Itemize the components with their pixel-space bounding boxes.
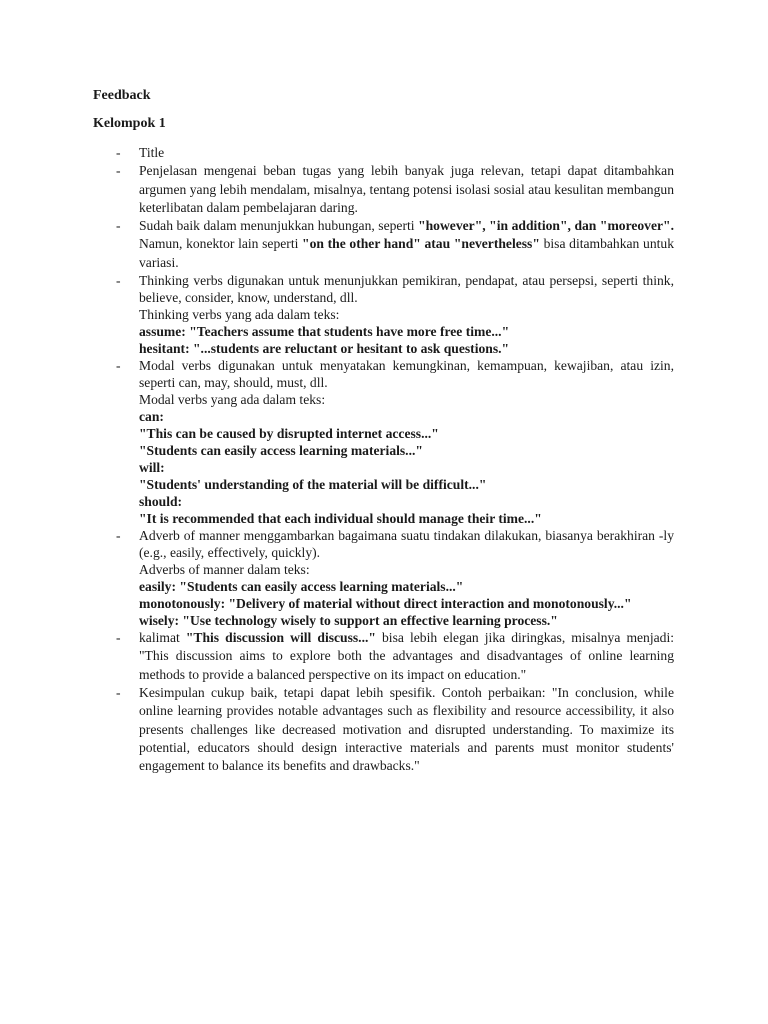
modal-should-label: should: <box>139 494 183 510</box>
thinking-example-1: assume: "Teachers assume that students have more free time..." <box>139 324 510 340</box>
adverbs-example-2: monotonously: "Delivery of material without direct interaction and monotonously..." <box>139 596 632 612</box>
sentence-text-c: bisa lebih elegan jika diringkas, misalnya menjadi: "This discussion aims to explore both the advantages and disadvantages of online learning methods to provide a balanced perspective on its impact on education." <box>139 630 675 682</box>
connectors-text-e: bisa ditambahkan untuk variasi. <box>139 236 674 270</box>
list-item-sentence <box>0 629 768 684</box>
modal-can-example-2: "Students can easily access learning materials..." <box>139 443 423 459</box>
connectors-text-d: "on the other hand" atau "nevertheless" <box>302 236 540 252</box>
adverbs-label: Adverbs of manner dalam teks: <box>139 562 310 578</box>
connectors-text-a: Sudah baik dalam menunjukkan hubungan, seperti <box>139 218 419 234</box>
list-item-adverbs <box>0 527 768 629</box>
modal-intro: - Modal verbs digunakan untuk menyatakan kemungkinan, kemampuan, kewajiban, atau izin, seperti can, may, should, must, dll. <box>139 358 674 391</box>
thinking-example-2: hesitant: "...students are reluctant or hesitant to ask questions." <box>139 341 510 357</box>
sentence-text-b: "This discussion will discuss..." <box>185 630 376 646</box>
list-item-conclusion <box>0 684 768 775</box>
modal-label: Modal verbs yang ada dalam teks: <box>139 392 326 408</box>
feedback-list <box>0 144 768 775</box>
modal-will-example: "Students' understanding of the material will be difficult..." <box>139 477 487 493</box>
list-item-title <box>0 144 768 162</box>
item-workload-text: Penjelasan mengenai beban tugas yang lebih banyak juga relevan, tetapi dapat ditambahkan argumen yang lebih mendalam, misalnya, tentang potensi isolasi sosial atau kesulitan membangun keterlibatan dalam pembelajaran daring. <box>139 163 674 215</box>
document-title: Feedback <box>93 88 151 103</box>
modal-should-example: "It is recommended that each individual should manage their time..." <box>139 511 542 527</box>
adverbs-intro: - Adverb of manner menggambarkan bagaimana suatu tindakan dilakukan, biasanya berakhiran -ly (e.g., easily, effectively, quickly). <box>139 528 674 561</box>
modal-can-example-1: "This can be caused by disrupted internet access..." <box>139 426 439 442</box>
connectors-text-b: "however", "in addition", dan "moreover". <box>418 218 674 234</box>
conclusion-text: Kesimpulan cukup baik, tetapi dapat lebih spesifik. Contoh perbaikan: "In conclusion, while online learning provides notable advantages such as flexibility and resource accessibility, it also presents challenges like decreased motivation and disrupted understanding. To maximize its potential, educators should design interactive materials and parents must monitor students' engagement to balance its benefits and drawbacks." <box>139 684 674 774</box>
list-item-thinking-verbs <box>0 272 768 357</box>
modal-can-label: can: <box>139 409 164 425</box>
sentence-text-a: kalimat <box>139 630 186 646</box>
thinking-intro: - Thinking verbs digunakan untuk menunjukkan pemikiran, pendapat, atau persepsi, seperti think, believe, consider, know, understand, dll. <box>139 273 674 306</box>
thinking-label: Thinking verbs yang ada dalam teks: <box>139 307 340 323</box>
item-title-text: Title <box>139 145 165 160</box>
adverbs-example-1: easily: "Students can easily access learning materials..." <box>139 579 464 595</box>
list-item-connectors <box>0 217 768 272</box>
list-item-workload <box>0 162 768 217</box>
group-heading: Kelompok 1 <box>93 116 166 131</box>
adverbs-example-3: wisely: "Use technology wisely to support an effective learning process." <box>139 613 558 629</box>
modal-will-label: will: <box>139 460 165 476</box>
list-item-modal-verbs <box>0 357 768 527</box>
connectors-text-c: Namun, konektor lain seperti <box>139 236 303 252</box>
